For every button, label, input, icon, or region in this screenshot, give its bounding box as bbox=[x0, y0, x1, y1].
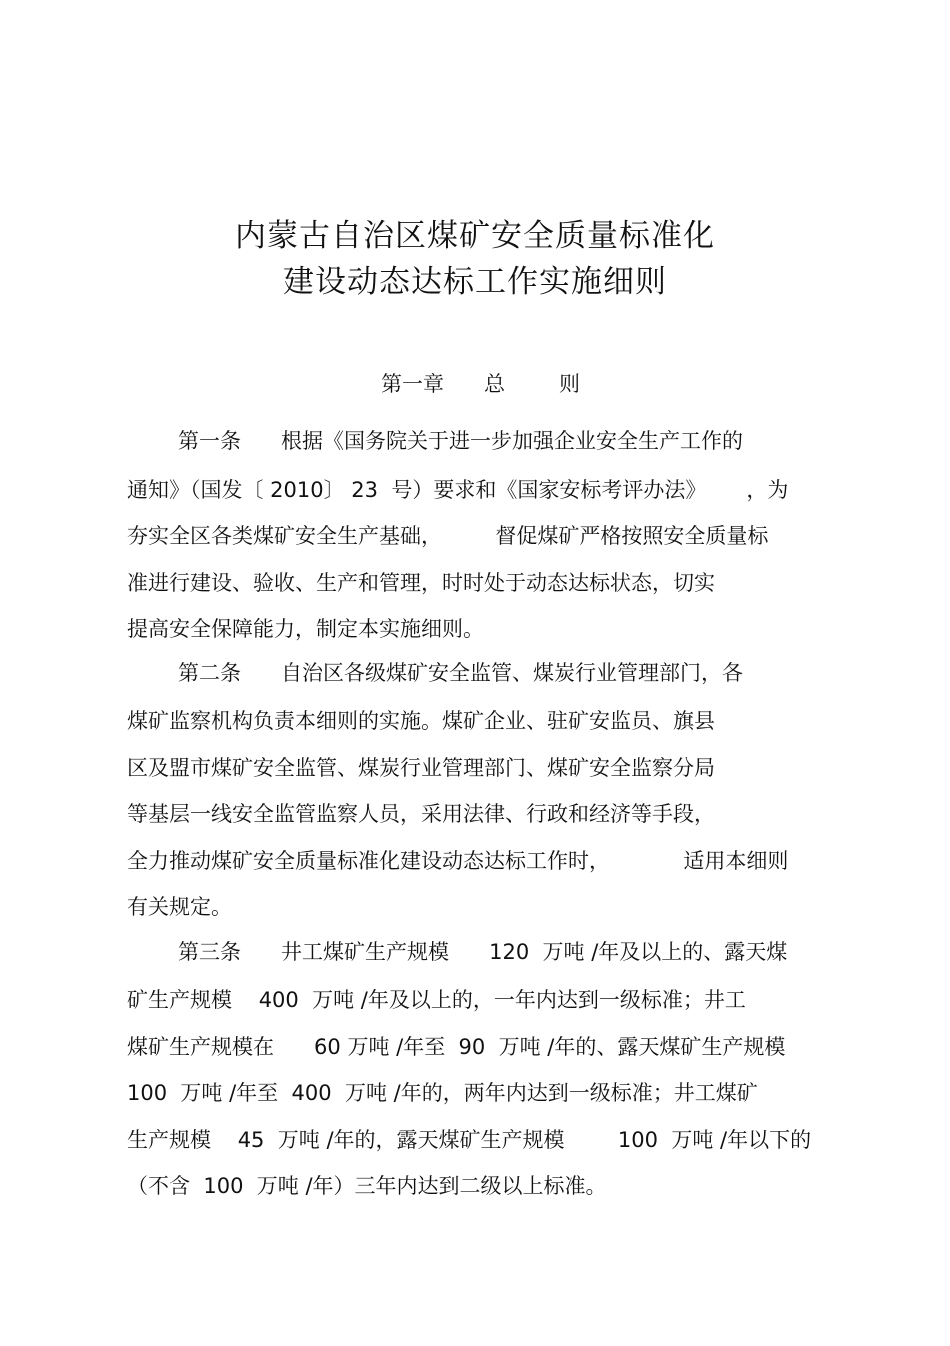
article-2-line-6: 有关规定。 bbox=[127, 895, 232, 919]
article-3-line-6: （不含 100 万吨 /年）三年内达到二级以上标准。 bbox=[127, 1174, 607, 1198]
article-1-line-4: 准进行建设、验收、生产和管理，时时处于动态达标状态，切实 bbox=[127, 571, 715, 595]
chapter-name-part-2: 则 bbox=[559, 372, 580, 396]
article-1-line-3: 夯实全区各类煤矿安全生产基础， 督促煤矿严格按照安全质量标 bbox=[127, 524, 769, 548]
article-3-line-1: 第三条 井工煤矿生产规模 120 万吨 /年及以上的、露天煤 bbox=[178, 940, 788, 964]
article-2-line-3: 区及盟市煤矿安全监管、煤炭行业管理部门、煤矿安全监察分局 bbox=[127, 756, 715, 780]
article-1-line-5: 提高安全保障能力，制定本实施细则。 bbox=[127, 617, 484, 641]
article-3-line-5: 生产规模 45 万吨 /年的，露天煤矿生产规模 100 万吨 /年以下的 bbox=[127, 1128, 812, 1152]
chapter-number: 第一章 bbox=[381, 372, 444, 396]
article-1-line-2: 通知》（国发〔 2010〕 23 号）要求和《国家安标考评办法》 ，为 bbox=[127, 478, 789, 502]
article-3-line-2: 矿生产规模 400 万吨 /年及以上的，一年内达到一级标准；井工 bbox=[127, 988, 746, 1012]
article-2-line-5: 全力推动煤矿安全质量标准化建设动态达标工作时， 适用本细则 bbox=[127, 849, 789, 873]
chapter-name-part-1: 总 bbox=[484, 372, 505, 396]
article-3-line-4: 100 万吨 /年至 400 万吨 /年的，两年内达到一级标准；井工煤矿 bbox=[127, 1081, 758, 1105]
article-3-line-3: 煤矿生产规模在 60 万吨 /年至 90 万吨 /年的、露天煤矿生产规模 bbox=[127, 1035, 786, 1059]
document-title-line-1: 内蒙古自治区煤矿安全质量标准化 bbox=[235, 218, 715, 254]
article-2-line-4: 等基层一线安全监管监察人员，采用法律、行政和经济等手段， bbox=[127, 802, 715, 826]
article-1-line-1: 第一条 根据《国务院关于进一步加强企业安全生产工作的 bbox=[178, 429, 744, 453]
chapter-heading bbox=[0, 366, 950, 402]
article-2-line-2: 煤矿监察机构负责本细则的实施。煤矿企业、驻矿安监员、旗县 bbox=[127, 709, 715, 733]
article-2-line-1: 第二条 自治区各级煤矿安全监管、煤炭行业管理部门，各 bbox=[178, 661, 744, 685]
document-title-line-2: 建设动态达标工作实施细则 bbox=[283, 264, 667, 300]
